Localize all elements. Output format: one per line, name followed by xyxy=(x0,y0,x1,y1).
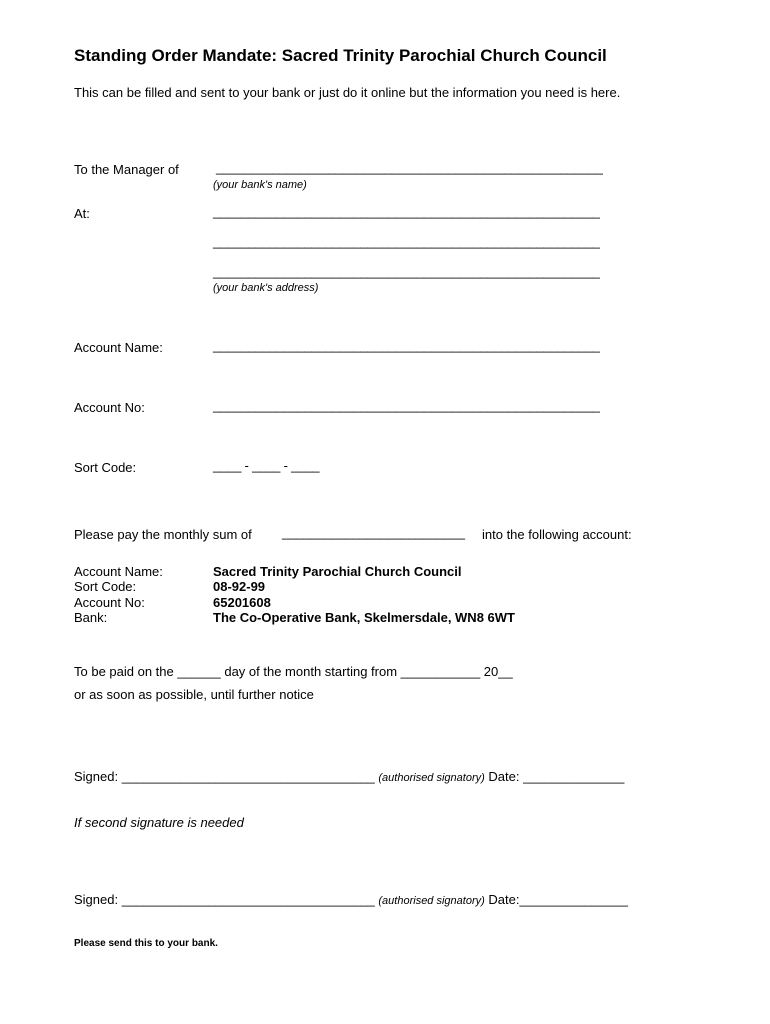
payment-schedule-line[interactable]: To be paid on the ______ day of the month starting from ___________ 20__ xyxy=(74,664,513,679)
signature-2-date[interactable]: Date:_______________ xyxy=(488,892,628,907)
payee-bank: The Co-Operative Bank, Skelmersdale, WN8 6WT xyxy=(213,610,515,625)
signature-2-hint: (authorised signatory) xyxy=(378,895,485,907)
payee-account-no: 65201608 xyxy=(213,595,271,610)
signature-1-hint: (authorised signatory) xyxy=(378,772,485,784)
bank-address-hint: (your bank's address) xyxy=(213,282,319,294)
bank-name-hint: (your bank's name) xyxy=(213,179,307,191)
signature-field-2[interactable] xyxy=(74,892,628,907)
account-no-label: Account No: xyxy=(74,400,145,415)
pay-sum-prefix: Please pay the monthly sum of xyxy=(74,527,252,542)
footer-note: Please send this to your bank. xyxy=(74,938,218,949)
bank-address-field-1[interactable]: _______________________________________________________ xyxy=(213,204,600,219)
payee-sort-code: 08-92-99 xyxy=(213,579,266,594)
manager-label: To the Manager of xyxy=(74,162,179,177)
second-signature-note: If second signature is needed xyxy=(74,815,244,830)
signature-2-line[interactable]: Signed: ___________________________________ xyxy=(74,892,375,907)
payee-sort-code-label: Sort Code: xyxy=(74,579,137,594)
monthly-sum-field[interactable]: __________________________ xyxy=(282,525,465,540)
bank-address-field-3[interactable]: _______________________________________________________ xyxy=(213,264,600,279)
account-name-field[interactable]: _______________________________________________________ xyxy=(213,338,600,353)
payee-account-no-label: Account No: xyxy=(74,595,145,610)
bank-name-field[interactable]: _______________________________________________________ xyxy=(216,160,603,175)
signature-field-1[interactable] xyxy=(74,769,624,784)
signature-1-date[interactable]: Date: ______________ xyxy=(488,769,625,784)
payment-schedule-note: or as soon as possible, until further notice xyxy=(74,687,314,702)
payee-account-name-label: Account Name: xyxy=(74,564,163,579)
payee-account-name: Sacred Trinity Parochial Church Council xyxy=(213,564,462,579)
signature-1-line[interactable]: Signed: ___________________________________ xyxy=(74,769,375,784)
sort-code-label: Sort Code: xyxy=(74,460,137,475)
address-label: At: xyxy=(74,206,90,221)
bank-address-field-2[interactable]: _______________________________________________________ xyxy=(213,234,600,249)
intro-text: This can be filled and sent to your bank or just do it online but the information you need is here. xyxy=(74,85,621,100)
pay-sum-suffix: into the following account: xyxy=(482,527,632,542)
payee-bank-label: Bank: xyxy=(74,610,108,625)
sort-code-field[interactable]: ____ - ____ - ____ xyxy=(213,458,320,473)
page-title: Standing Order Mandate: Sacred Trinity Parochial Church Council xyxy=(74,46,607,65)
account-no-field[interactable]: _______________________________________________________ xyxy=(213,398,600,413)
account-name-label: Account Name: xyxy=(74,340,163,355)
